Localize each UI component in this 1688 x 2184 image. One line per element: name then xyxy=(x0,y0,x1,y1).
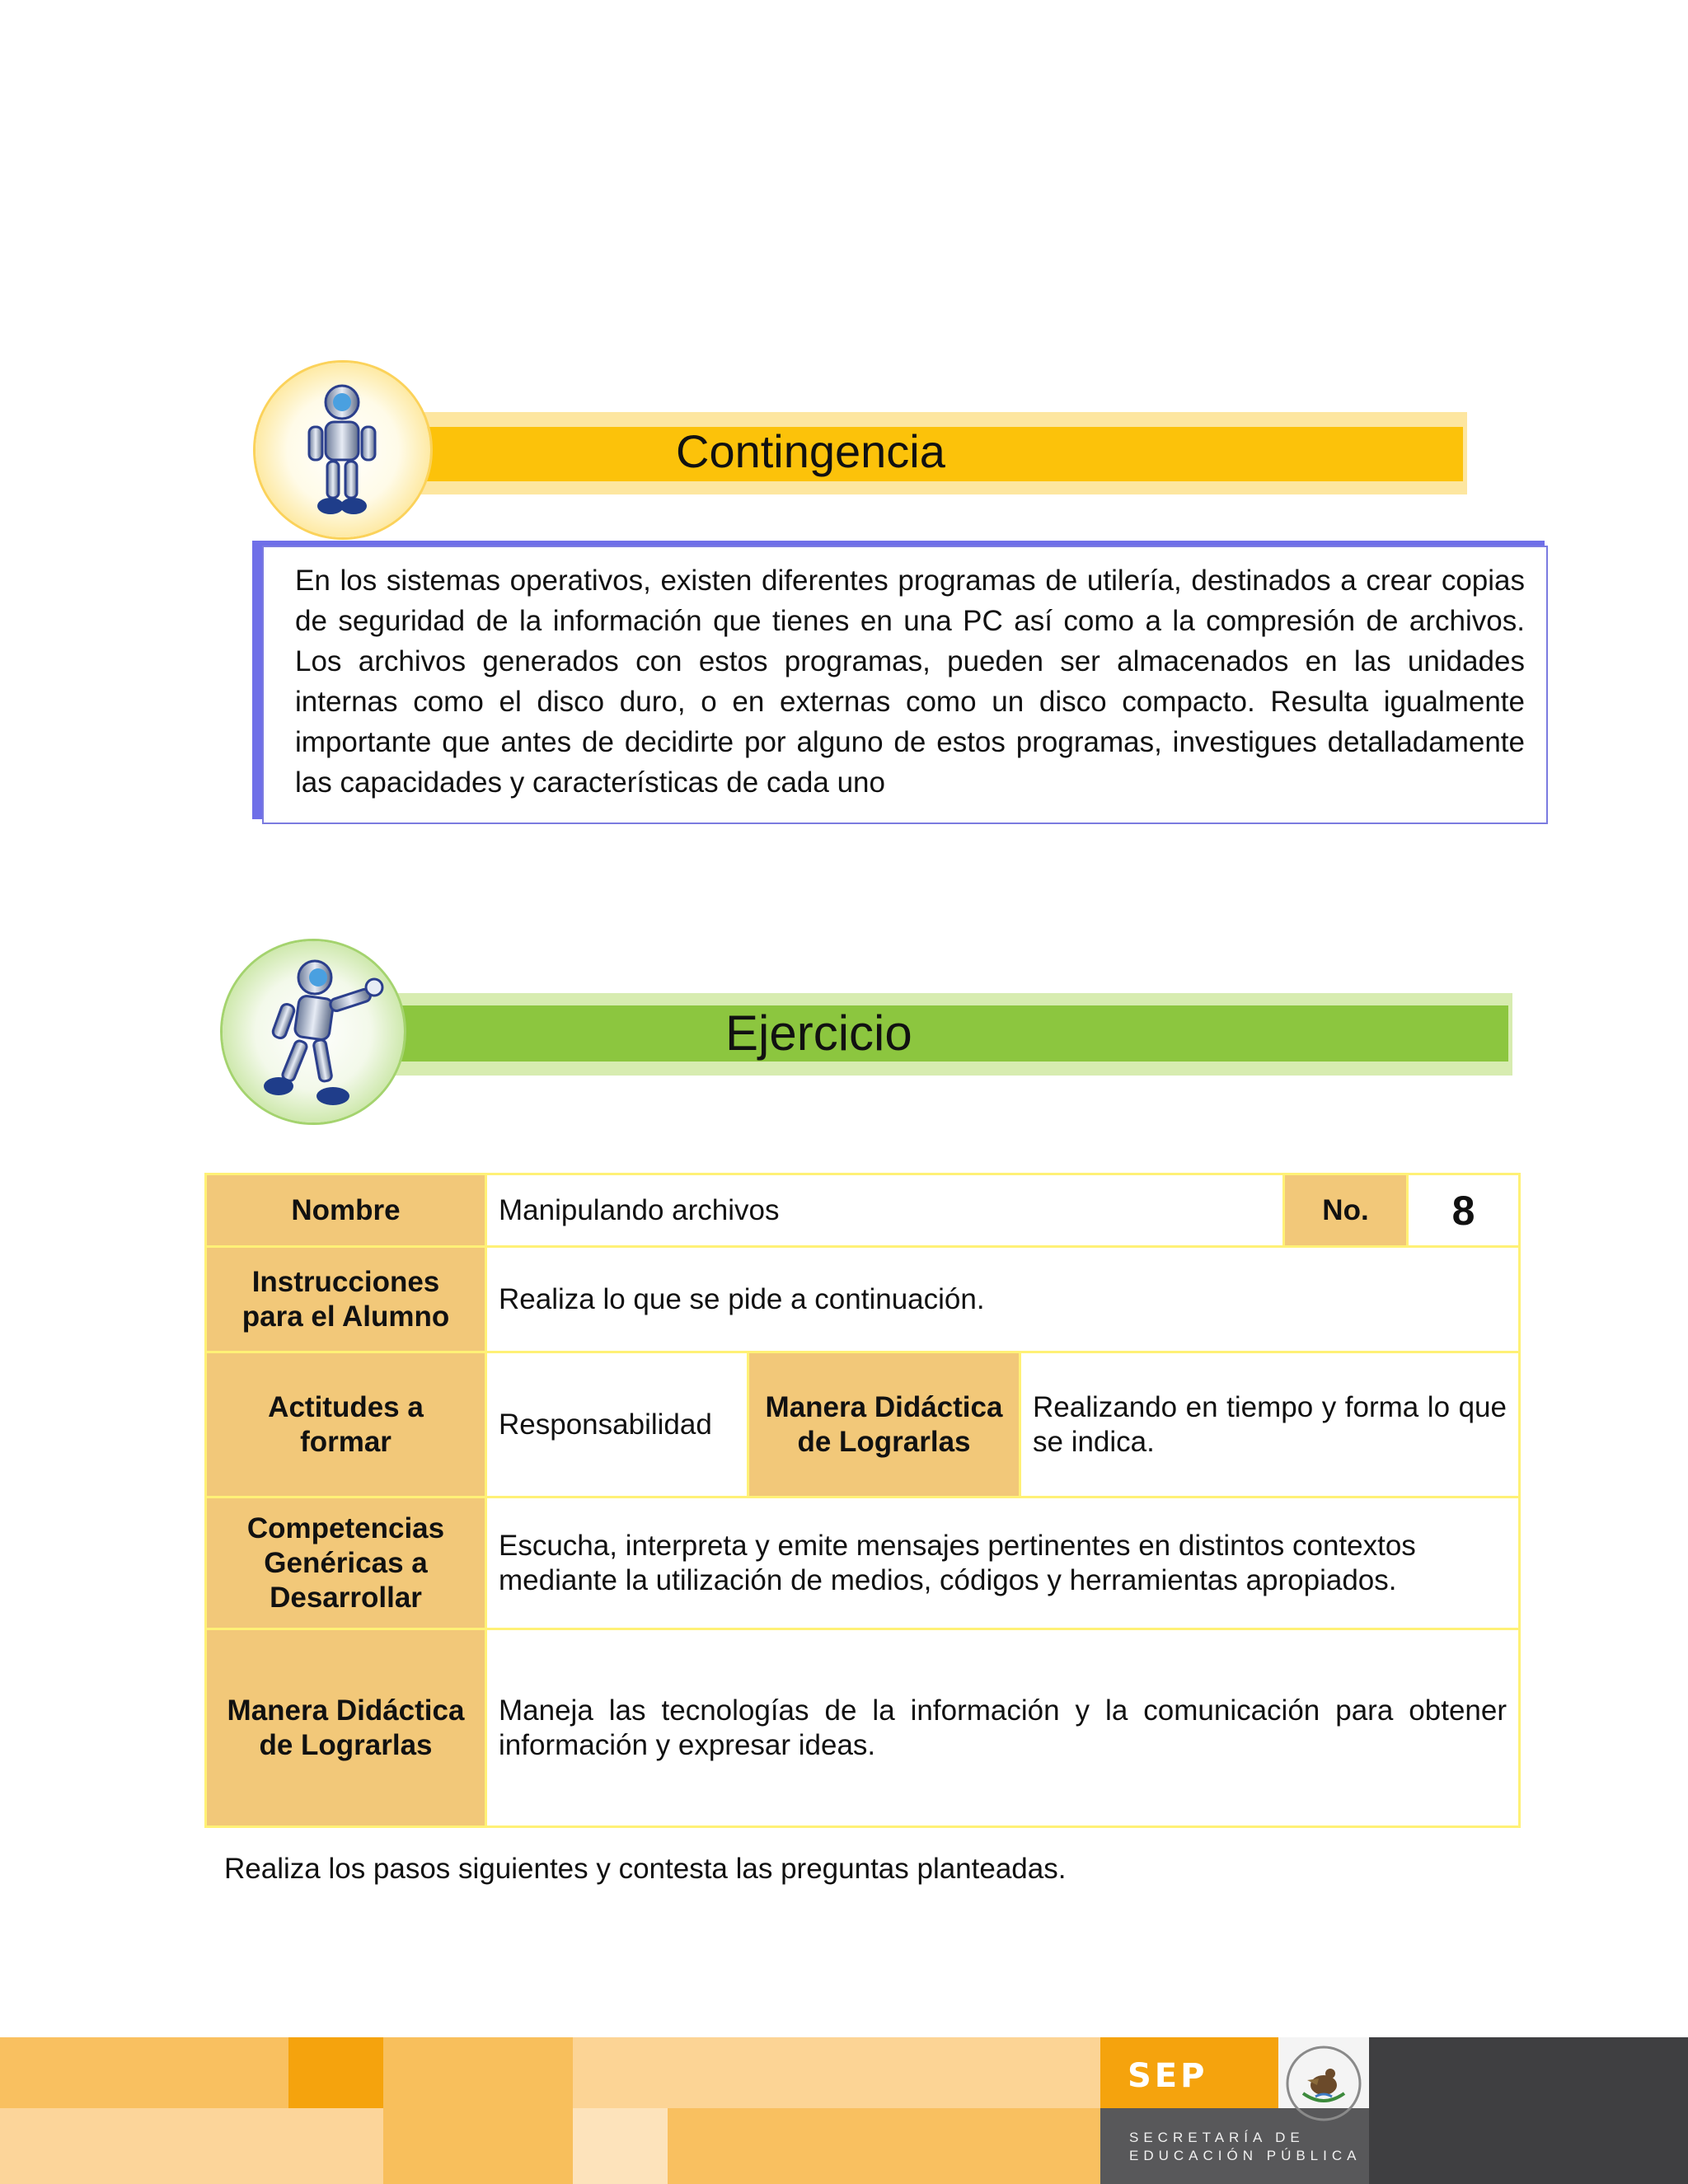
competencias-value: Escucha, interpreta y emite mensajes pertinentes en distintos contextos mediante la utilización de medios, códigos y herramientas apropiados. xyxy=(486,1497,1520,1629)
manera-didactica-value: Realizando en tiempo y forma lo que se indica. xyxy=(1020,1352,1520,1497)
no-label: No. xyxy=(1284,1174,1408,1247)
table-row xyxy=(206,1629,1520,1827)
exercise-table xyxy=(204,1173,1521,1828)
table-row xyxy=(206,1352,1520,1497)
robot-standing-icon xyxy=(301,381,383,521)
manera-didactica-label-2: Manera Didáctica de Lograrlas xyxy=(206,1629,486,1827)
mexican-seal-icon xyxy=(1282,2042,1365,2125)
actitudes-value: Responsabilidad xyxy=(486,1352,748,1497)
table-row xyxy=(206,1497,1520,1629)
table-row xyxy=(206,1247,1520,1352)
robot-walking-icon xyxy=(247,954,387,1111)
sep-subtitle: SECRETARÍA DE EDUCACIÓN PÚBLICA xyxy=(1129,2130,1362,2163)
manera-didactica-value-2: Maneja las tecnologías de la información y la comunicación para obtener información y expresar ideas. xyxy=(486,1629,1520,1827)
contingencia-title: Contingencia xyxy=(676,425,945,477)
ejercicio-title: Ejercicio xyxy=(725,1005,912,1061)
nombre-label: Nombre xyxy=(206,1174,486,1247)
table-row xyxy=(206,1174,1520,1247)
no-value: 8 xyxy=(1408,1174,1520,1247)
contingencia-text-box xyxy=(262,546,1548,824)
instrucciones-value: Realiza lo que se pide a continuación. xyxy=(486,1247,1520,1352)
manera-didactica-label: Manera Didáctica de Lograrlas xyxy=(748,1352,1020,1497)
competencias-label: Competencias Genéricas a Desarrollar xyxy=(206,1497,486,1629)
contingencia-text: En los sistemas operativos, existen diferentes programas de utilería, destinados a crear copias de seguridad de la información que tienes en una PC así como a la compresión de archivos. Los archivos generados con estos programas, pueden ser almacenados en las unidades internas como el disco duro, o en externas como un disco compacto. Resulta igualmente importante que antes de decidirte por alguno de estos programas, investigues detalladamente las capacidades y características de cada uno xyxy=(295,565,1525,799)
nombre-value: Manipulando archivos xyxy=(486,1174,1284,1247)
instrucciones-label: Instrucciones para el Alumno xyxy=(206,1247,486,1352)
sep-logo: SEP xyxy=(1128,2057,1208,2095)
instructions-text: Realiza los pasos siguientes y contesta las preguntas planteadas. xyxy=(224,1853,1067,1885)
actitudes-label: Actitudes a formar xyxy=(206,1352,486,1497)
